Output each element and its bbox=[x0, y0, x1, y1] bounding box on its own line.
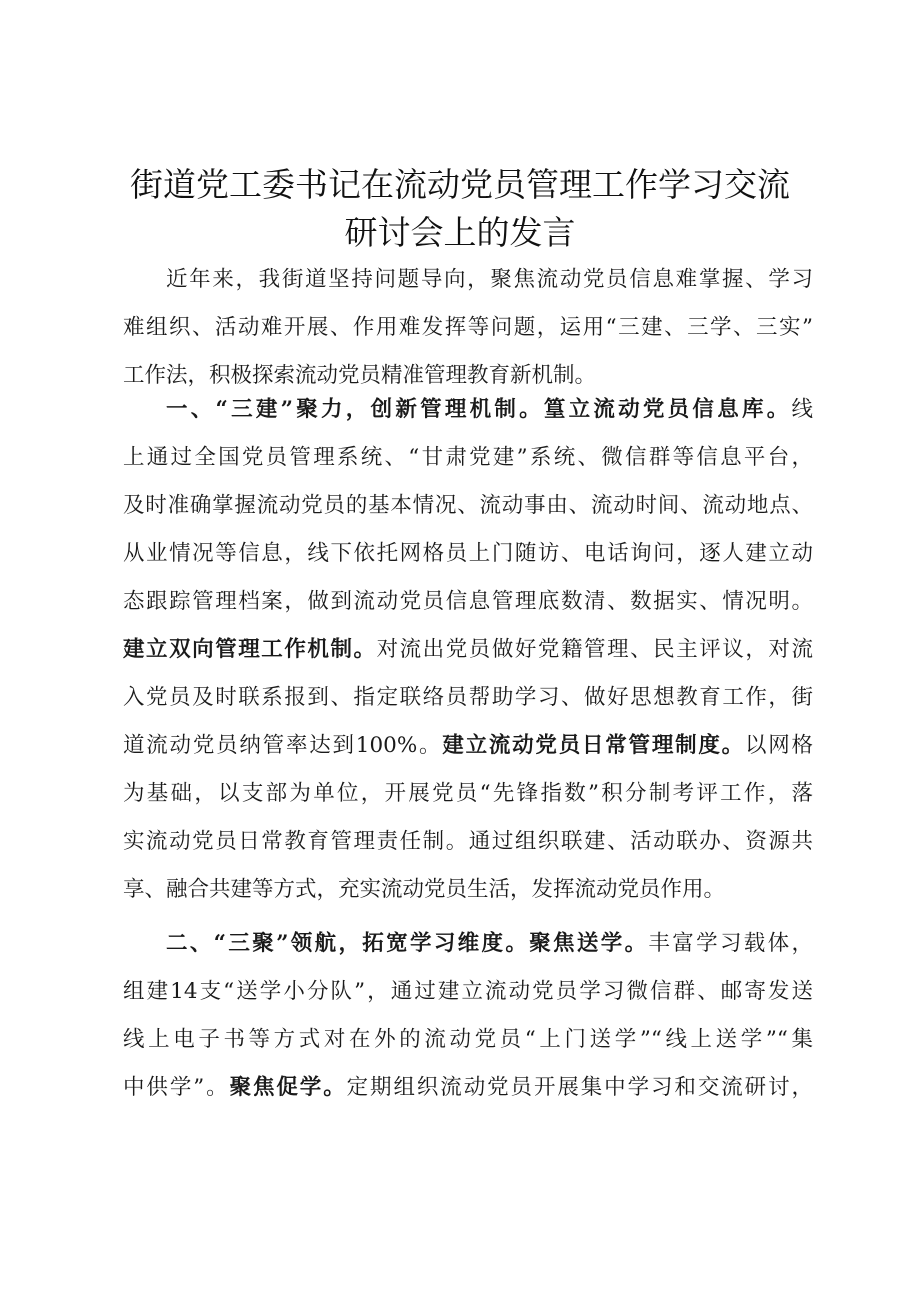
paragraph-2-line-10: 实流动党员日常教育管理责任制。通过组织联建、活动联办、资源共 bbox=[123, 829, 813, 854]
document-title-line-1: 街道党工委书记在流动党员管理工作学习交流 bbox=[130, 165, 790, 204]
paragraph-2-line-1 bbox=[123, 386, 813, 434]
paragraph-3-line-1-tail: 丰富学习载体， bbox=[648, 931, 813, 956]
paragraph-2-line-9: 为基础，以支部为单位，开展党员“先锋指数”积分制考评工作，落 bbox=[123, 781, 813, 806]
paragraph-2-line-1-tail: 线 bbox=[791, 397, 813, 422]
section-1-heading: 一、“三建”聚力，创新管理机制。篁立流动党员信息库。 bbox=[166, 397, 792, 422]
paragraph-3-line-2: 组建14支“送学小分队”，通过建立流动党员学习微信群、邮寄发送 bbox=[123, 979, 813, 1004]
subheading-daily-management: 建立流动党员日常管理制度。 bbox=[442, 733, 745, 758]
paragraph-3-line-4-tail: 定期组织流动党员开展集中学习和交流研讨， bbox=[346, 1075, 813, 1100]
section-2-heading: 二、“三聚”领航，拓宽学习维度。聚焦送学。 bbox=[166, 931, 649, 956]
subheading-two-way-mechanism: 建立双向管理工作机制。 bbox=[123, 637, 377, 662]
paragraph-2-line-5: 态跟踪管理档案，做到流动党员信息管理底数清、数据实、情况明。 bbox=[123, 589, 813, 614]
paragraph-3-line-3: 线上电子书等方式对在外的流动党员“上门送学”“线上送学”“集 bbox=[123, 1027, 813, 1052]
paragraph-2-line-6-tail: 对流出党员做好党籍管理、民主评议，对流 bbox=[376, 637, 813, 662]
paragraph-1-line-1: 近年来，我街道坚持问题导向，聚焦流动党员信息难掌握、学习 bbox=[166, 267, 813, 292]
document-title-line-2: 研讨会上的发言 bbox=[344, 213, 576, 252]
paragraph-2-line-3: 及时准确掌握流动党员的基本情况、流动事由、流动时间、流动地点、 bbox=[123, 493, 813, 518]
paragraph-2-line-8-head: 道流动党员纳管率达到100%。 bbox=[123, 733, 443, 758]
paragraph-1-line-3: 工作法，积极探索流动党员精准管理教育新机制。 bbox=[123, 363, 597, 388]
paragraph-2-line-4: 从业情况等信息，线下依托网格员上门随访、电话询问，逐人建立动 bbox=[123, 541, 813, 566]
paragraph-2-line-6 bbox=[123, 626, 813, 674]
paragraph-3-line-4-head: 中供学”。 bbox=[123, 1075, 230, 1100]
paragraph-2-line-8 bbox=[123, 722, 813, 770]
paragraph-2-line-2: 上通过全国党员管理系统、“甘肃党建”系统、微信群等信息平台， bbox=[123, 445, 813, 470]
paragraph-2-line-8-tail: 以网格 bbox=[744, 733, 813, 758]
paragraph-2-line-11: 享、融合共建等方式，充实流动党员生活，发挥流动党员作用。 bbox=[123, 877, 726, 902]
paragraph-3-line-1 bbox=[123, 920, 813, 968]
paragraph-3-line-4 bbox=[123, 1064, 813, 1112]
subheading-promote-learning: 聚焦促学。 bbox=[229, 1075, 347, 1100]
paragraph-1-line-2: 难组织、活动难开展、作用难发挥等问题，运用“三建、三学、三实” bbox=[123, 315, 813, 340]
paragraph-2-line-7: 入党员及时联系报到、指定联络员帮助学习、做好思想教育工作，街 bbox=[123, 685, 813, 710]
